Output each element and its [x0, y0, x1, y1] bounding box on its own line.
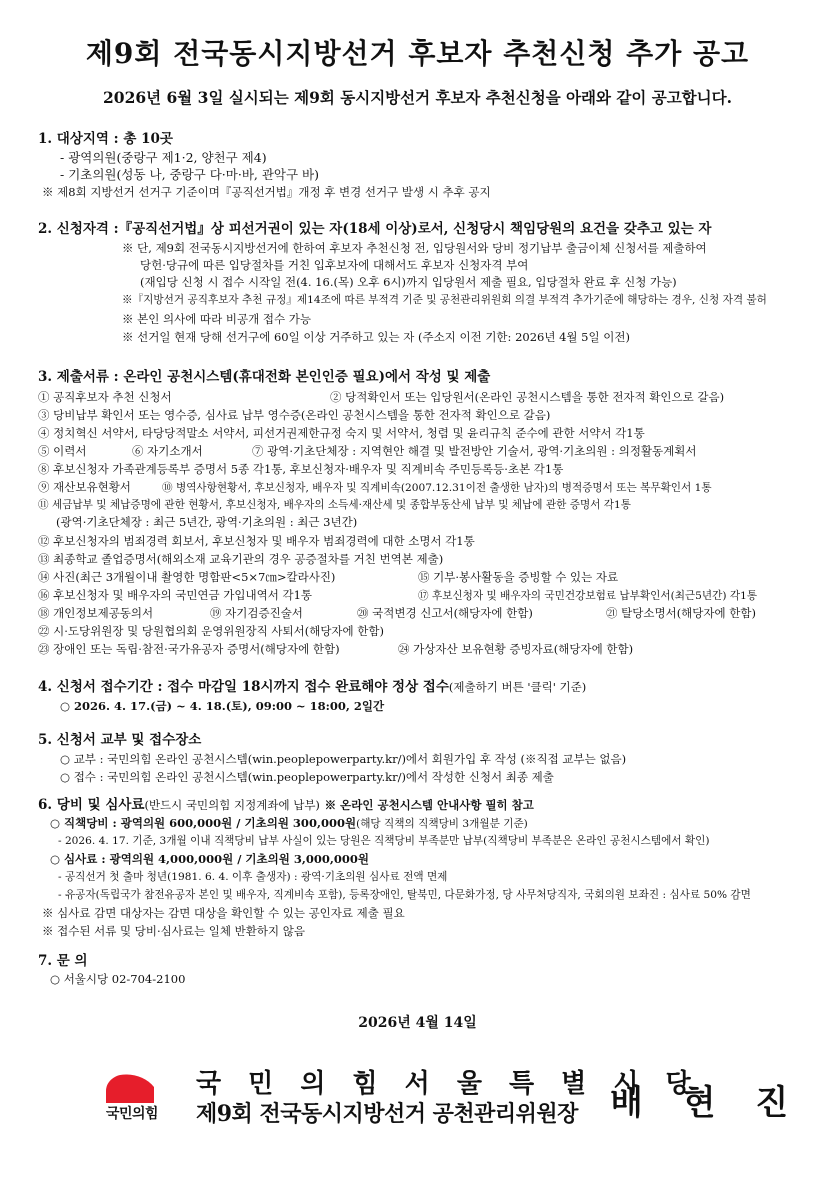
contact-line: ○ 서울시당 02-704-2100 [50, 972, 186, 986]
committee-title: 제9회 전국동시지방선거 공천관리위원장 [196, 1101, 578, 1127]
document-item: ⑧ 후보신청자 가족관계등록부 증명서 5종 각1통, 후보신청자·배우자 및 직계비속 주민등록등·초본 각1통 [38, 462, 564, 476]
section-3-heading: 3. 제출서류 : 온라인 공천시스템(휴대전화 본인인증 필요)에서 작성 및 제출 [38, 369, 491, 385]
document-item: ⑬ 최종학교 졸업증명서(해외소재 교육기관의 경우 공증절차를 거친 번역본 제출) [38, 552, 444, 566]
section-6-note: ※ 심사료 감면 대상자는 감면 대상을 확인할 수 있는 공인자료 제출 필요 [42, 906, 405, 920]
document-item: ⑨ 재산보유현황서 [38, 480, 131, 494]
party-logo-text: 국민의힘 [105, 1106, 159, 1122]
section-7-heading: 7. 문 의 [38, 953, 88, 969]
document-item: ⑩ 병역사항현황서, 후보신청자, 배우자 및 직계비속(2007.12.31이전 출생한 남자)의 병적증명서 또는 복무확인서 1통 [162, 482, 712, 494]
document-title: 제9회 전국동시지방선거 후보자 추천신청 추가 공고 [85, 37, 750, 70]
document-item: ⑫ 후보신청자의 범죄경력 회보서, 후보신청자 및 배우자 범죄경력에 대한 소명서 각1통 [38, 534, 475, 548]
section-6-heading [38, 797, 534, 813]
document-item: ⑤ 이력서 [38, 444, 87, 458]
document-item: ⑦ 광역·기초단체장 : 지역현안 해결 및 발전방안 기술서, 광역·기초의원 : 의정활동계획서 [252, 444, 697, 458]
section-2-note: 당헌·당규에 따른 입당절차를 거친 입후보자에 대해서도 후보자 신청자격 부여 [140, 258, 529, 272]
document-item: ㉒ 시·도당위원장 및 당원협의회 운영위원장직 사퇴서(해당자에 한함) [38, 624, 385, 638]
section-2-note: ※ 본인 의사에 따라 비공개 접수 가능 [122, 312, 311, 326]
signatory-name: 배 현 진 [610, 1083, 803, 1123]
section-4-period: ○ 2026. 4. 17.(금) ~ 4. 18.(토), 09:00 ~ 18:00, 2일간 [60, 699, 385, 713]
section-1-note: ※ 제8회 지방선거 선거구 기준이며『공직선거법』개정 후 변경 선거구 발생 시 추후 공지 [42, 185, 491, 199]
document-item: ⑥ 자기소개서 [132, 444, 203, 458]
section-6-heading-end: ※ 온라인 공천시스템 안내사항 필히 참고 [324, 798, 534, 812]
section-4-heading [38, 679, 586, 695]
document-item: ② 당적확인서 또는 입당원서(온라인 공천시스템을 통한 전자적 확인으로 갈음) [330, 390, 725, 404]
document-item: (광역·기초단체장 : 최근 5년간, 광역·기초의원 : 최근 3년간) [56, 515, 358, 529]
section-5-item: ○ 교부 : 국민의힘 온라인 공천시스템(win.peoplepowerparty.kr/)에서 회원가입 후 작성 (※직접 교부는 없음) [60, 752, 627, 766]
section-5-heading: 5. 신청서 교부 및 접수장소 [38, 732, 202, 748]
document-item: ④ 정치혁신 서약서, 타당당적말소 서약서, 피선거권제한규정 숙지 및 서약서, 청렴 및 윤리규칙 준수에 관한 서약서 각1통 [38, 426, 645, 440]
document-item: ⑲ 자기검증진술서 [210, 606, 303, 620]
duty-fee: ○ 직책당비 : 광역의원 600,000원 / 기초의원 300,000원 [50, 816, 357, 830]
section-4-heading-note: (제출하기 버튼 '클릭' 기준) [448, 680, 587, 694]
section-2-note: ※ 선거일 현재 당해 선거구에 60일 이상 거주하고 있는 자 (주소지 이전 기한: 2026년 4월 5일 이전) [122, 330, 630, 344]
section-1-item: - 광역의원(중랑구 제1·2, 양천구 제4) [60, 150, 267, 165]
section-6-sub: - 공직선거 첫 출마 청년(1981. 6. 4. 이후 출생자) : 광역·기초의원 심사료 전액 면제 [58, 871, 448, 883]
document-item: ㉓ 장애인 또는 독립·참전·국가유공자 증명서(해당자에 한함) [38, 642, 340, 656]
section-6-heading-text: 6. 당비 및 심사료 [38, 797, 145, 813]
document-item: ① 공직후보자 추천 신청서 [38, 390, 172, 404]
section-4-heading-text: 4. 신청서 접수기간 : 접수 마감일 18시까지 접수 완료해야 정상 접수 [38, 679, 449, 695]
document-item: ⑰ 후보신청자 및 배우자의 국민건강보험료 납부확인서(최근5년간) 각1통 [418, 590, 758, 602]
section-6-sub: - 유공자(독립국가 참전유공자 본인 및 배우자, 직계비속 포함), 등록장애인, 탈북민, 다문화가정, 당 사무처당직자, 국회의원 보좌진 : 심사료 50% 감면 [58, 889, 751, 901]
section-2-note: (재입당 신청 시 접수 시작일 전(4. 16.(목) 오후 6시)까지 입당원서 제출 필요, 입당절차 완료 후 신청 가능) [140, 275, 677, 289]
document-item: ⑳ 국적변경 신고서(해당자에 한함) [357, 606, 533, 620]
section-5-item: ○ 접수 : 국민의힘 온라인 공천시스템(win.peoplepowerparty.kr/)에서 작성한 신청서 최종 제출 [60, 770, 554, 784]
document-item: ㉔ 가상자산 보유현황 증빙자료(해당자에 한함) [398, 642, 634, 656]
announcement-date: 2026년 4월 14일 [358, 1015, 477, 1031]
document-item: ③ 당비납부 확인서 또는 영수증, 심사료 납부 영수증(온라인 공천시스템을 통한 전자적 확인으로 갈음) [38, 408, 551, 422]
section-6-sub: - 2026. 4. 17. 기준, 3개월 이내 직책당비 납부 사실이 있는 당원은 직책당비 부족분만 납부(직책당비 부족분은 온라인 공천시스템에서 확인) [58, 835, 710, 847]
section-1-item: - 기초의원(성동 나, 중랑구 다·마·바, 관악구 바) [60, 167, 319, 182]
section-2-heading: 2. 신청자격 :『공직선거법』상 피선거권이 있는 자(18세 이상)로서, 신청당시 책임당원의 요건을 갖추고 있는 자 [38, 221, 712, 237]
duty-fee-note: (해당 직책의 직책당비 3개월분 기준) [356, 818, 528, 830]
screening-fee: ○ 심사료 : 광역의원 4,000,000원 / 기초의원 3,000,000원 [50, 852, 369, 866]
section-2-note: ※ 단, 제9회 전국동시지방선거에 한하여 후보자 추천신청 전, 입당원서와 당비 정기납부 출금이체 신청서를 제출하여 [122, 241, 707, 255]
document-item: ⑭ 사진(최근 3개월이내 촬영한 명함판<5×7㎝>칼라사진) [38, 570, 336, 584]
party-logo-icon [106, 1073, 154, 1103]
document-item: ⑱ 개인정보제공동의서 [38, 606, 154, 620]
document-item: ⑮ 기부·봉사활동을 증빙할 수 있는 자료 [418, 570, 619, 584]
section-6-fee [50, 815, 528, 832]
section-1-heading: 1. 대상지역 : 총 10곳 [38, 131, 173, 147]
section-2-note: ※『지방선거 공직후보자 추천 규정』제14조에 따른 부적격 기준 및 공천관리위원회 의결 부적격 추가기준에 해당하는 경우, 신청 자격 불허 [122, 294, 767, 306]
section-6-heading-mid: (반드시 국민의힘 지정계좌에 납부) [144, 798, 320, 812]
document-item: ⑪ 세금납부 및 체납증명에 관한 현황서, 후보신청자, 배우자의 소득세·재산세 및 종합부동산세 납부 및 체납에 관한 증명서 각1통 [38, 499, 631, 511]
document-item: ㉑ 탈당소명서(해당자에 한함) [606, 606, 756, 620]
document-subtitle: 2026년 6월 3일 실시되는 제9회 동시지방선거 후보자 추천신청을 아래와 같이 공고합니다. [103, 88, 732, 107]
section-6-note: ※ 접수된 서류 및 당비·심사료는 일체 반환하지 않음 [42, 924, 305, 938]
organization-name: 국 민 의 힘 서 울 특 별 시 당 [196, 1069, 700, 1099]
document-item: ⑯ 후보신청자 및 배우자의 국민연금 가입내역서 각1통 [38, 588, 313, 602]
